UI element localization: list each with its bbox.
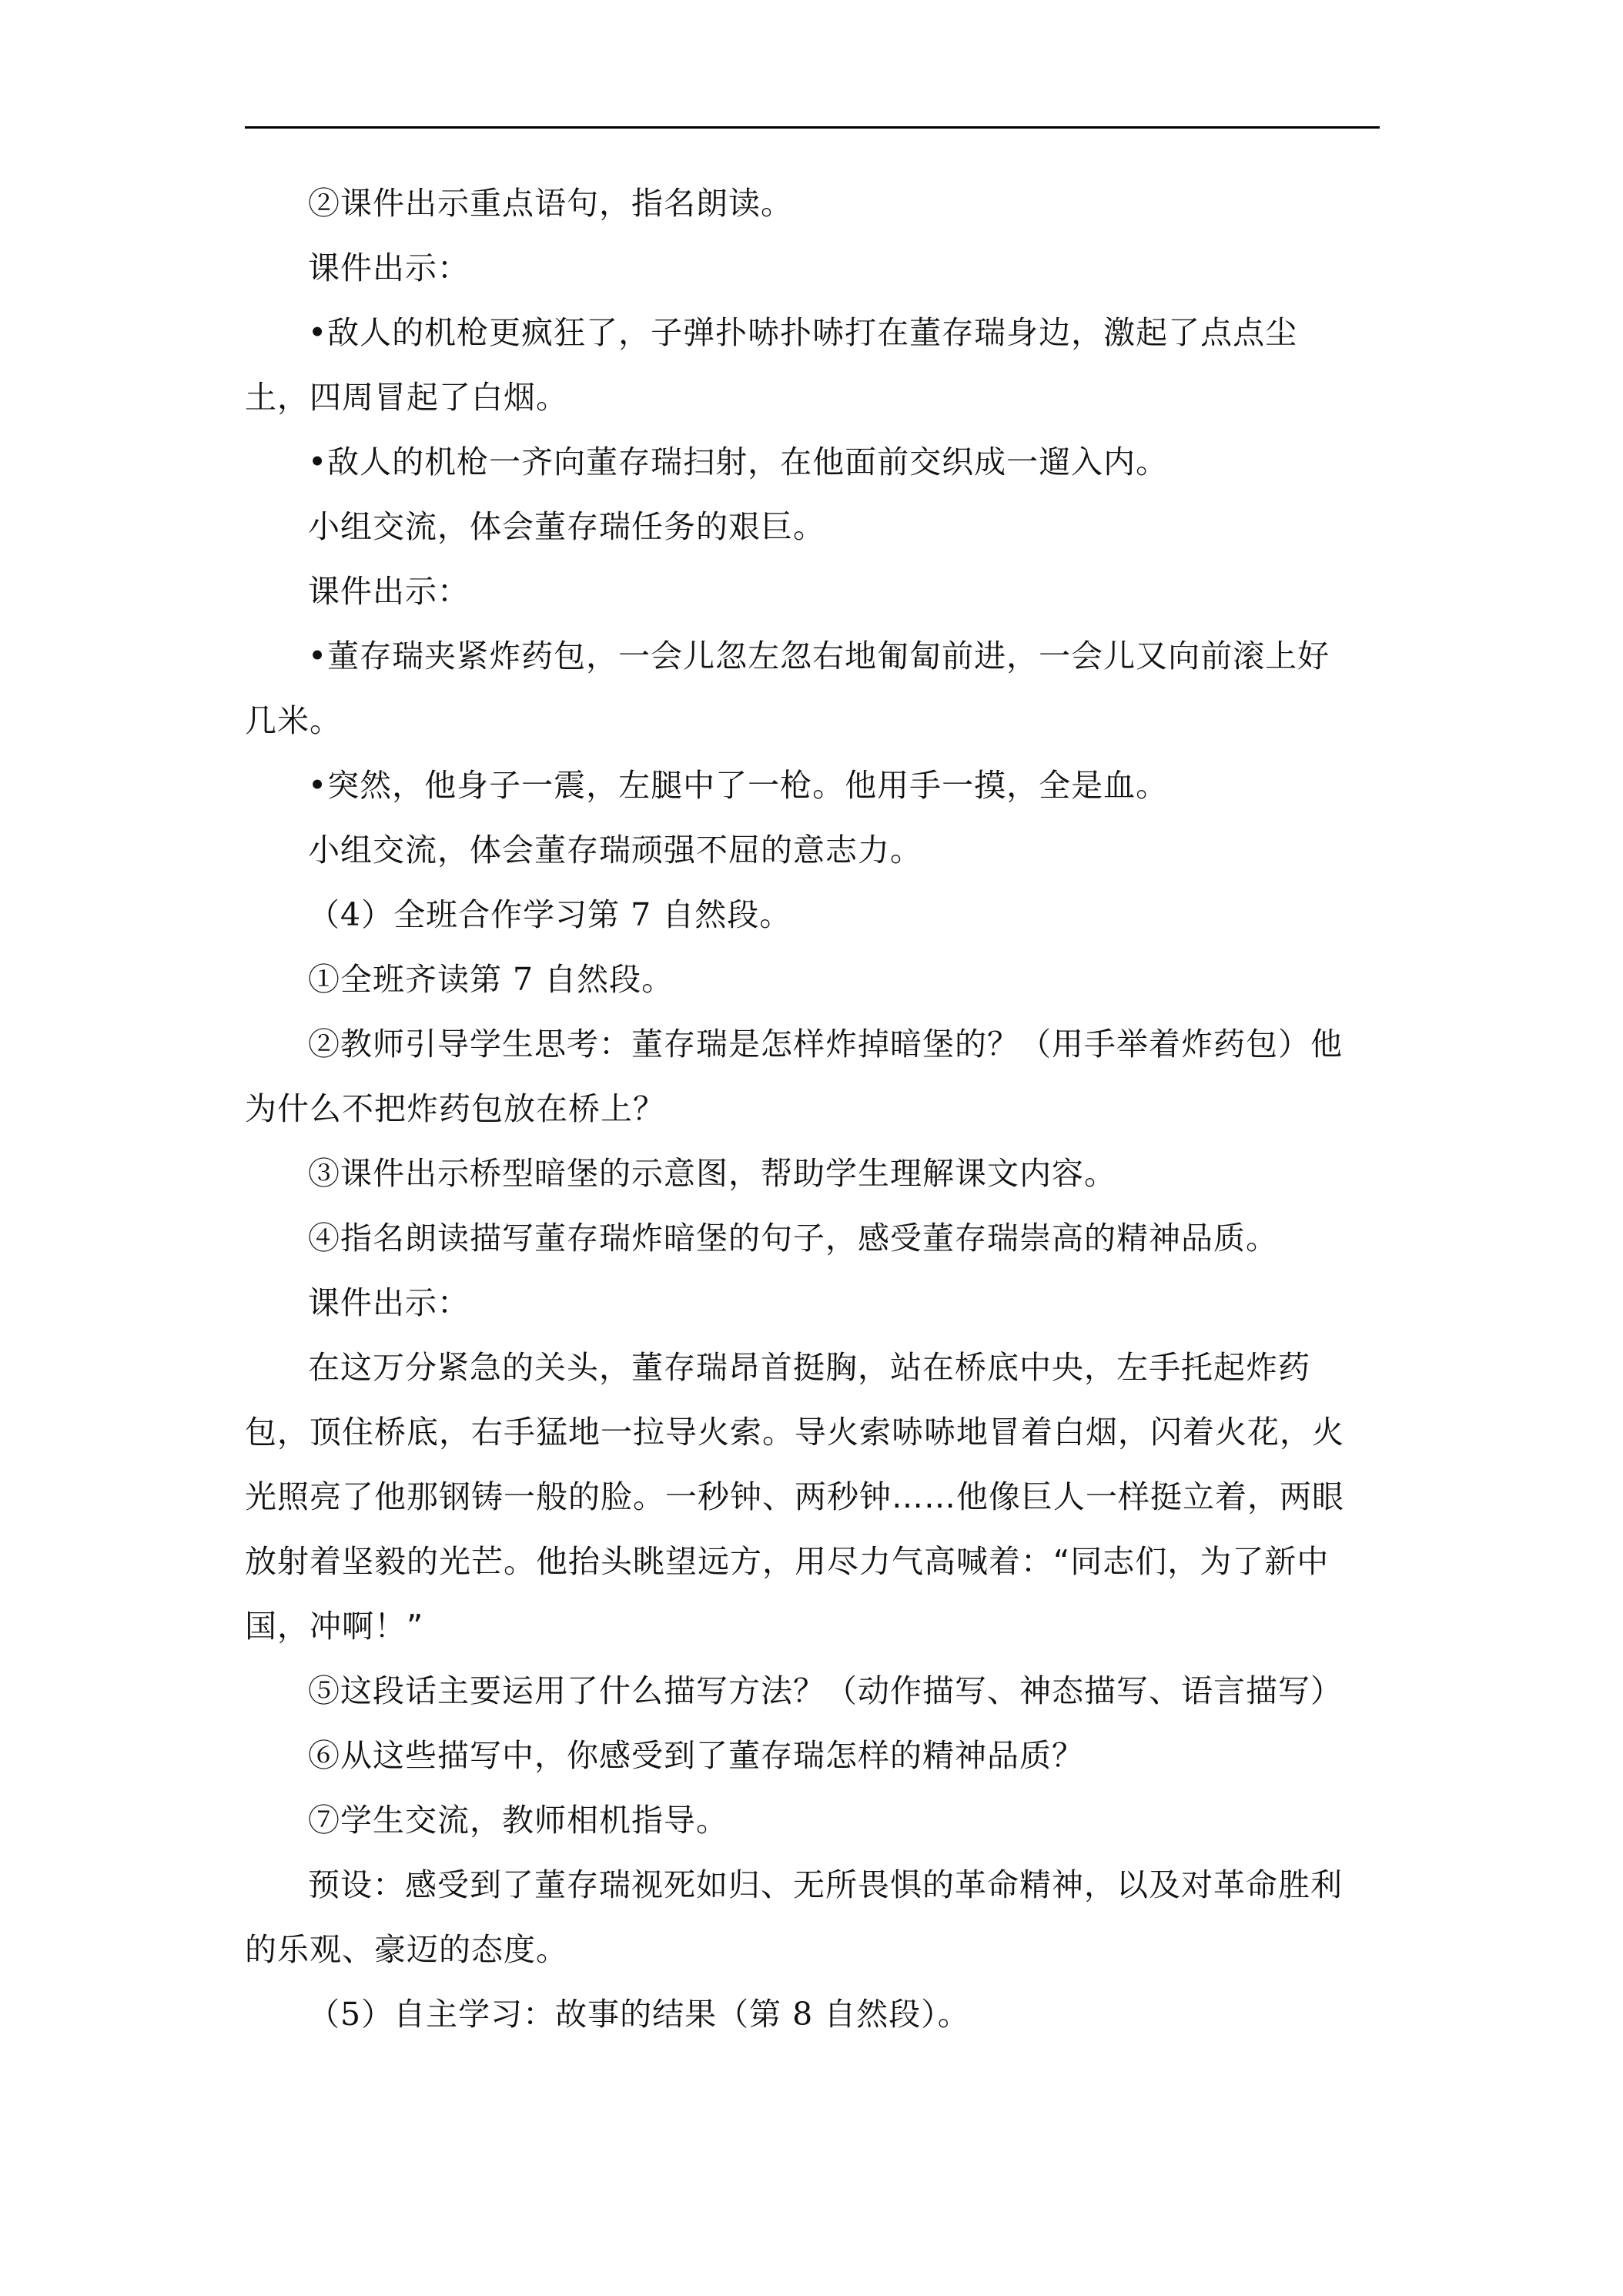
text-line: ⑦学生交流，教师相机指导。: [308, 1802, 728, 1839]
section-heading: （4）全班合作学习第 7 自然段。: [308, 896, 792, 933]
text-line: ⑤这段话主要运用了什么描写方法？（动作描写、神态描写、语言描写）: [308, 1672, 1343, 1709]
section-heading: （5）自主学习：故事的结果（第 8 自然段）。: [308, 1996, 970, 2033]
text-line: ③课件出示桥型暗堡的示意图，帮助学生理解课文内容。: [308, 1155, 1116, 1192]
text-line: ②课件出示重点语句，指名朗读。: [308, 185, 793, 222]
text-line: ①全班齐读第 7 自然段。: [308, 961, 674, 998]
header-rule: [245, 126, 1380, 129]
quoted-line: •敌人的机枪一齐向董存瑞扫射，在他面前交织成一遛入内。: [308, 443, 1169, 480]
quoted-line: 包，顶住桥底，右手猛地一拉导火索。导火索哧哧地冒着白烟，闪着火花，火: [245, 1414, 1344, 1451]
text-line: 小组交流，体会董存瑞任务的艰巨。: [308, 508, 825, 545]
text-line: 小组交流，体会董存瑞顽强不屈的意志力。: [308, 832, 922, 869]
quoted-line: 放射着坚毅的光芒。他抬头眺望远方，用尽力气高喊着：“同志们，为了新中: [245, 1543, 1330, 1580]
quoted-line: 几米。: [245, 702, 342, 739]
text-line: ⑥从这些描写中，你感受到了董存瑞怎样的精神品质？: [308, 1737, 1084, 1774]
quoted-line: •突然，他身子一震，左腿中了一枪。他用手一摸，全是血。: [308, 767, 1169, 804]
text-line: 的乐观、豪迈的态度。: [245, 1931, 568, 1968]
quoted-line: 在这万分紧急的关头，董存瑞昂首挺胸，站在桥底中央，左手托起炸药: [308, 1349, 1310, 1386]
text-line: 课件出示：: [308, 1284, 470, 1321]
quoted-line: 国，冲啊！”: [245, 1608, 424, 1645]
quoted-line: 土，四周冒起了白烟。: [245, 379, 568, 416]
text-line: 预设：感受到了董存瑞视死如归、无所畏惧的革命精神，以及对革命胜利: [308, 1866, 1343, 1903]
text-line: ④指名朗读描写董存瑞炸暗堡的句子，感受董存瑞崇高的精神品质。: [308, 1220, 1278, 1257]
quoted-line: 光照亮了他那钢铸一般的脸。一秒钟、两秒钟……他像巨人一样挺立着，两眼: [245, 1478, 1344, 1515]
quoted-line: •董存瑞夹紧炸药包，一会儿忽左忽右地匍匐前进，一会儿又向前滚上好: [308, 638, 1330, 674]
document-body: [245, 171, 1380, 2047]
text-line: 课件出示：: [308, 573, 470, 610]
text-line: 为什么不把炸药包放在桥上？: [245, 1090, 665, 1127]
text-line: 课件出示：: [308, 249, 470, 286]
text-line: ②教师引导学生思考：董存瑞是怎样炸掉暗堡的？（用手举着炸药包）他: [308, 1026, 1343, 1063]
quoted-line: •敌人的机枪更疯狂了，子弹扑哧扑哧打在董存瑞身边，激起了点点尘: [308, 314, 1298, 351]
